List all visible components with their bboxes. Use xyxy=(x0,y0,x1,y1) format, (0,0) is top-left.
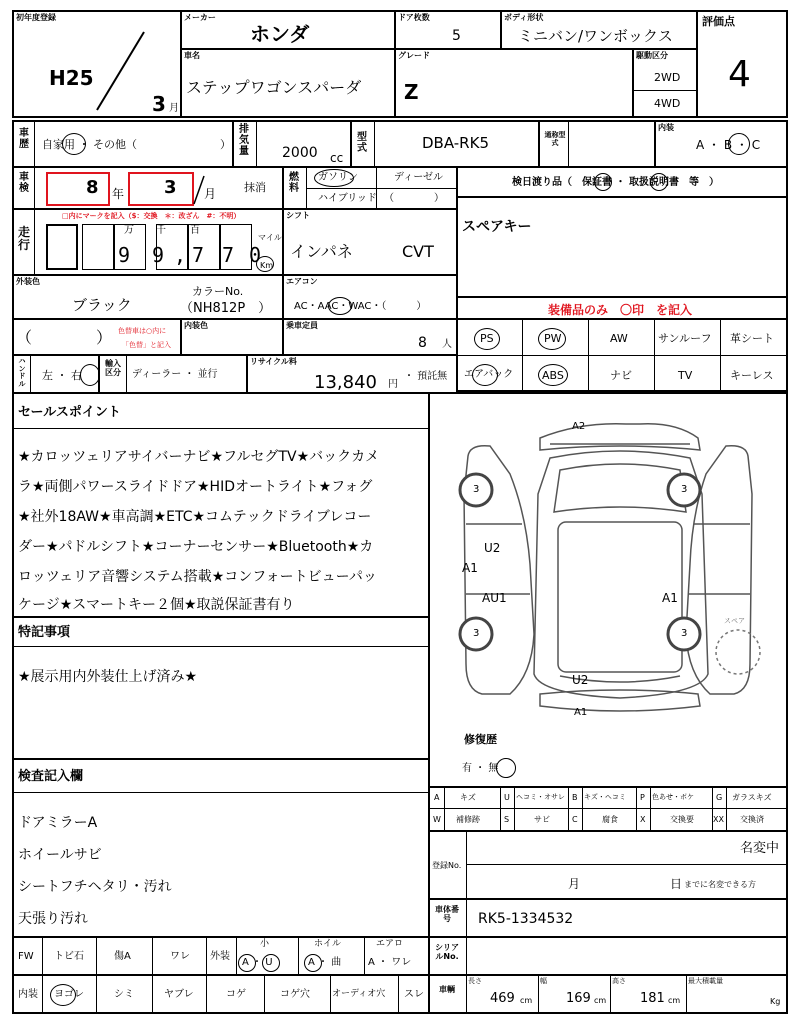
common-type-cell xyxy=(538,120,656,168)
handle-label: ハンドル xyxy=(18,357,26,389)
model-code: DBA-RK5 xyxy=(422,134,489,152)
recycle-label: リサイクル料 xyxy=(250,357,297,366)
exterior-color-label: 外装色 xyxy=(16,277,40,286)
equip-aw: AW xyxy=(610,332,628,345)
length-label: 長さ xyxy=(468,977,482,985)
capacity-unit: 人 xyxy=(442,339,452,350)
capacity-label: 乗車定員 xyxy=(286,321,318,330)
equip-abs: ABS xyxy=(542,369,564,382)
fuel-hybrid: ハイブリッド xyxy=(318,193,377,204)
import-label: 輸入区分 xyxy=(105,359,121,377)
first-registration-label: 初年度登録 xyxy=(16,13,56,22)
equipment-title: 装備品のみ 〇印 を記入 xyxy=(548,303,693,317)
serial-label: シリアルNo. xyxy=(435,943,459,961)
inspector-line: 天張り汚れ xyxy=(18,911,88,927)
wheel-options: A ・ 曲 xyxy=(308,957,342,968)
documents-text: 検日渡り品（ 保証書 ・ 取扱説明書 等 ） xyxy=(512,177,719,188)
equip-tv: TV xyxy=(678,369,693,382)
legend-desc: キズ xyxy=(460,793,476,802)
color-change-cell xyxy=(12,318,182,356)
doors-value: 5 xyxy=(452,28,461,44)
legend-code: C xyxy=(572,815,578,824)
maker-value: ホンダ xyxy=(250,22,310,46)
width-label: 幅 xyxy=(540,977,547,985)
load-label: 最大積載量 xyxy=(688,977,723,985)
special-notes-title: 特記事項 xyxy=(18,625,71,640)
inspector-line: シートフチヘタリ・汚れ xyxy=(18,879,172,895)
mileage-cell xyxy=(12,208,284,276)
km-unit: Km xyxy=(260,261,274,270)
shift-position: インパネ xyxy=(290,242,353,261)
tire-mark: 3 xyxy=(473,628,480,639)
color-number-value: （NH812P ） xyxy=(180,301,272,316)
aero-options: A ・ ワレ xyxy=(368,957,412,968)
crack-a-label: 傷A xyxy=(114,951,131,962)
color-number-label: カラーNo. xyxy=(192,285,244,298)
equip-sunroof: サンルーフ xyxy=(658,332,712,345)
legend-code: G xyxy=(716,793,723,802)
chip-label: トビ石 xyxy=(54,951,84,962)
spare-label: スペア xyxy=(724,617,745,625)
sales-points-title: セールスポイント xyxy=(18,405,121,420)
car-diagram-cell xyxy=(428,392,788,788)
mile-unit: マイル xyxy=(258,233,282,242)
drive-cell xyxy=(632,48,698,118)
paren-close: ） xyxy=(96,328,113,347)
model-type-label: 型式 xyxy=(357,132,367,154)
mark-a2-top: A2 xyxy=(572,421,586,432)
equip-airbag: エアバック xyxy=(464,369,514,380)
height-label: 高さ xyxy=(612,977,626,985)
repair-options: 有 ・ 無 xyxy=(462,763,499,774)
score-cell xyxy=(696,10,788,118)
maker-cell xyxy=(180,10,396,50)
length-value: 469 xyxy=(490,991,515,1006)
equipment-title-cell xyxy=(456,296,788,320)
cancelled-label: 抹消 xyxy=(244,181,266,194)
common-type-label: 通称型式 xyxy=(544,131,566,147)
era-year: H25 xyxy=(49,66,94,90)
legend-desc: サビ xyxy=(534,815,550,824)
fw-label: FW xyxy=(18,951,34,962)
mark-a1-right: A1 xyxy=(662,591,678,605)
height-value: 181 xyxy=(640,991,665,1006)
fuel-diesel: ディーゼル xyxy=(394,172,443,183)
small-label: 小 xyxy=(260,939,270,949)
sales-line: ロッツェリア音響システム搭載★コンフォートビューパッ xyxy=(18,569,377,585)
registration-day: 日 xyxy=(670,877,683,891)
fuel-gasoline: ガソリン xyxy=(318,172,358,183)
body-type-value: ミニバン/ワンボックス xyxy=(518,27,673,45)
displacement-value: 2000 xyxy=(282,145,318,161)
odometer-digit: 9 xyxy=(152,243,165,267)
interior-damage-label: 内装 xyxy=(18,989,38,1000)
slash-mark xyxy=(89,30,149,115)
repair-title: 修復歴 xyxy=(464,733,497,746)
small-options: A ・ U xyxy=(242,957,273,968)
tire-mark: 3 xyxy=(681,628,688,639)
doors-cell xyxy=(394,10,502,50)
legend-code: W xyxy=(433,815,441,824)
equip-navi: ナビ xyxy=(610,369,632,382)
first-registration-cell xyxy=(12,10,182,118)
registration-month: 月 xyxy=(568,877,581,891)
damage-item: コゲ穴 xyxy=(280,989,310,1000)
damage-item: オーディオ穴 xyxy=(332,989,386,999)
inspection-cell xyxy=(12,166,284,210)
dimensions-label: 車輌 xyxy=(439,985,455,994)
legend-desc: 腐食 xyxy=(602,815,618,824)
legend-desc: ガラスキズ xyxy=(732,793,772,802)
recycle-cell xyxy=(246,354,458,394)
legend-code: XX xyxy=(713,815,724,824)
chassis-cell xyxy=(428,898,788,938)
car-name-label: 車名 xyxy=(184,51,200,60)
inspection-month-unit: 月 xyxy=(204,187,217,201)
body-type-label: ボディ形状 xyxy=(504,13,544,22)
legend-code: S xyxy=(504,815,510,824)
sales-line: ケージ★スマートキー２個★取説保証書有り xyxy=(18,597,295,613)
car-diagram xyxy=(430,394,786,786)
cc-unit: cc xyxy=(330,151,344,165)
legend-code: B xyxy=(572,793,578,802)
inspector-cell xyxy=(12,758,430,938)
body-type-cell xyxy=(500,10,698,50)
bottom-row-2 xyxy=(12,974,430,1014)
damage-item: ヤブレ xyxy=(164,989,194,1000)
history-cell xyxy=(12,120,234,168)
crack-label: ワレ xyxy=(170,951,190,962)
legend-cell xyxy=(428,786,788,832)
tire-mark: 3 xyxy=(473,484,480,495)
legend-desc: 交換済 xyxy=(740,815,764,824)
deadline-note: までに名変できる方 xyxy=(684,880,756,889)
load-unit: Kg xyxy=(770,997,781,1006)
color-change-note-2: 「色替」と記入 xyxy=(122,341,171,349)
inspection-month: 3 xyxy=(164,177,177,198)
exterior-label: 外装 xyxy=(210,951,230,962)
notes-title: スペアキー xyxy=(462,219,532,235)
registration-month: 3 xyxy=(152,92,166,116)
handle-cell xyxy=(12,354,100,394)
odometer-digit: 7 xyxy=(192,243,205,267)
equipment-grid xyxy=(456,318,788,392)
paren-open: （ xyxy=(16,328,33,347)
chassis-number: RK5-1334532 xyxy=(478,911,574,927)
score-label: 評価点 xyxy=(702,15,735,28)
notes-cell xyxy=(456,196,788,298)
interior-grade-options: A ・ B ・ C xyxy=(696,138,761,152)
grade-cell xyxy=(394,48,634,118)
legend-desc: ヘコミ・オサレ xyxy=(516,793,565,801)
shift-cell xyxy=(282,208,458,276)
mark-u2-left: U2 xyxy=(484,541,501,555)
handle-options: 左 ・ 右 xyxy=(42,369,82,382)
damage-item: ヨゴレ xyxy=(54,989,84,1000)
aircon-label: エアコン xyxy=(286,277,318,286)
inspection-year: 8 xyxy=(86,177,99,198)
width-unit: cm xyxy=(594,996,607,1005)
sales-line: ★カロッツェリアサイバーナビ★フルセグTV★バックカメ xyxy=(18,449,380,465)
legend-code: A xyxy=(434,793,440,802)
mileage-note: □内にマークを記入（$：交換 ＊：改ざん #：不明） xyxy=(62,212,241,220)
fuel-label: 燃料 xyxy=(289,172,299,194)
drive-4wd: 4WD xyxy=(654,97,681,110)
equip-leather: 革シート xyxy=(730,332,774,345)
inspector-line: ドアミラーA xyxy=(18,815,98,831)
model-type-cell xyxy=(350,120,540,168)
sales-line: ダー★パドルシフト★コーナーセンサー★Bluetooth★カ xyxy=(18,539,374,555)
sales-line: ★社外18AW★車高調★ETC★コムテックドライブレコー xyxy=(18,509,372,525)
mark-a1-front: A1 xyxy=(574,707,588,718)
sales-line: ラ★両側パワースライドドア★HIDオートライト★フォグ xyxy=(18,479,373,495)
recycle-amount: 13,840 xyxy=(314,372,377,393)
history-options: 自家用 ・ その他（ xyxy=(42,138,137,151)
legend-desc: 色あせ・ボケ xyxy=(652,793,694,801)
odometer-digit: 7 xyxy=(222,243,235,267)
history-close: ） xyxy=(220,138,231,151)
width-value: 169 xyxy=(566,991,591,1006)
legend-desc: キズ・ヘコミ xyxy=(584,793,626,801)
registration-cell xyxy=(428,830,788,900)
doors-label: ドア枚数 xyxy=(398,13,430,22)
legend-code: X xyxy=(640,815,646,824)
unit-sen: 千 xyxy=(156,225,166,236)
equip-pw: PW xyxy=(544,332,562,345)
sales-points-cell xyxy=(12,392,430,618)
score-value: 4 xyxy=(728,54,751,95)
capacity-value: 8 xyxy=(418,335,427,351)
mark-au1-left: AU1 xyxy=(482,591,507,605)
fuel-other: （ ） xyxy=(384,193,444,204)
mark-u2-front: U2 xyxy=(572,673,589,687)
car-name-value: ステップワゴンスパーダ xyxy=(186,78,362,97)
mark-a1-left: A1 xyxy=(462,561,478,575)
yen-unit: 円 xyxy=(388,379,398,390)
capacity-cell xyxy=(282,318,458,356)
tire-mark: 3 xyxy=(681,484,688,495)
interior-color-cell xyxy=(180,318,284,356)
documents-cell xyxy=(456,166,788,198)
legend-desc: 交換要 xyxy=(670,815,694,824)
serial-cell xyxy=(428,936,788,976)
name-change-label: 名変中 xyxy=(740,841,780,856)
dimensions-cell xyxy=(428,974,788,1014)
month-unit: 月 xyxy=(169,103,179,114)
drive-label: 駆動区分 xyxy=(636,51,668,60)
car-name-cell xyxy=(180,48,396,118)
bottom-row-1 xyxy=(12,936,430,976)
damage-item: コゲ xyxy=(226,989,246,1000)
history-label: 車歴 xyxy=(19,128,29,150)
damage-item: シミ xyxy=(114,989,134,1000)
fuel-cell xyxy=(282,166,458,210)
special-notes-cell xyxy=(12,616,430,760)
height-unit: cm xyxy=(668,996,681,1005)
displacement-label: 排気量 xyxy=(239,124,249,157)
legend-code: P xyxy=(640,793,645,802)
inspector-line: ホイールサビ xyxy=(18,847,102,863)
color-change-note-1: 色替車は○内に xyxy=(118,327,167,335)
inspector-title: 検査記入欄 xyxy=(18,769,84,784)
inspection-year-unit: 年 xyxy=(112,187,125,201)
import-cell xyxy=(98,354,248,394)
equip-keyless: キーレス xyxy=(730,369,774,382)
shift-type: CVT xyxy=(402,242,434,261)
equip-ps: PS xyxy=(480,332,494,345)
interior-grade-label: 内装 xyxy=(658,123,674,132)
drive-2wd: 2WD xyxy=(654,71,681,84)
length-unit: cm xyxy=(520,996,533,1005)
odometer-digit: 9 xyxy=(118,243,131,267)
odo-digit-1 xyxy=(82,224,114,270)
deposit-note: ・ 預託無 xyxy=(404,371,448,382)
mileage-label: 走行 xyxy=(18,225,31,253)
exterior-color-cell xyxy=(12,274,284,320)
damage-item: スレ xyxy=(404,989,424,1000)
interior-grade-cell xyxy=(654,120,788,168)
registration-label: 登録No. xyxy=(432,861,462,870)
grade-value: Z xyxy=(404,80,419,104)
unit-man: 万 xyxy=(124,225,134,236)
inspection-label: 車検 xyxy=(19,172,29,194)
unit-hyaku: 百 xyxy=(190,225,200,236)
legend-code: U xyxy=(504,793,510,802)
displacement-cell xyxy=(232,120,352,168)
exterior-color-value: ブラック xyxy=(72,296,132,314)
legend-desc: 補修跡 xyxy=(456,815,480,824)
grade-label: グレード xyxy=(398,51,430,60)
special-line: ★展示用内外装仕上げ済み★ xyxy=(18,669,198,685)
odometer-comma: , xyxy=(174,243,187,267)
shift-label: シフト xyxy=(286,211,310,220)
chassis-label: 車体番号 xyxy=(435,905,459,923)
import-options: ディーラー ・ 並行 xyxy=(132,369,218,380)
maker-label: メーカー xyxy=(184,13,216,22)
aero-label: エアロ xyxy=(376,939,404,949)
interior-color-label: 内装色 xyxy=(184,321,208,330)
aircon-cell xyxy=(282,274,458,320)
wheel-label: ホイル xyxy=(314,939,342,949)
odometer-digit: 0 xyxy=(249,243,262,267)
aircon-options: AC・AAC・WAC・（ ） xyxy=(294,301,427,312)
